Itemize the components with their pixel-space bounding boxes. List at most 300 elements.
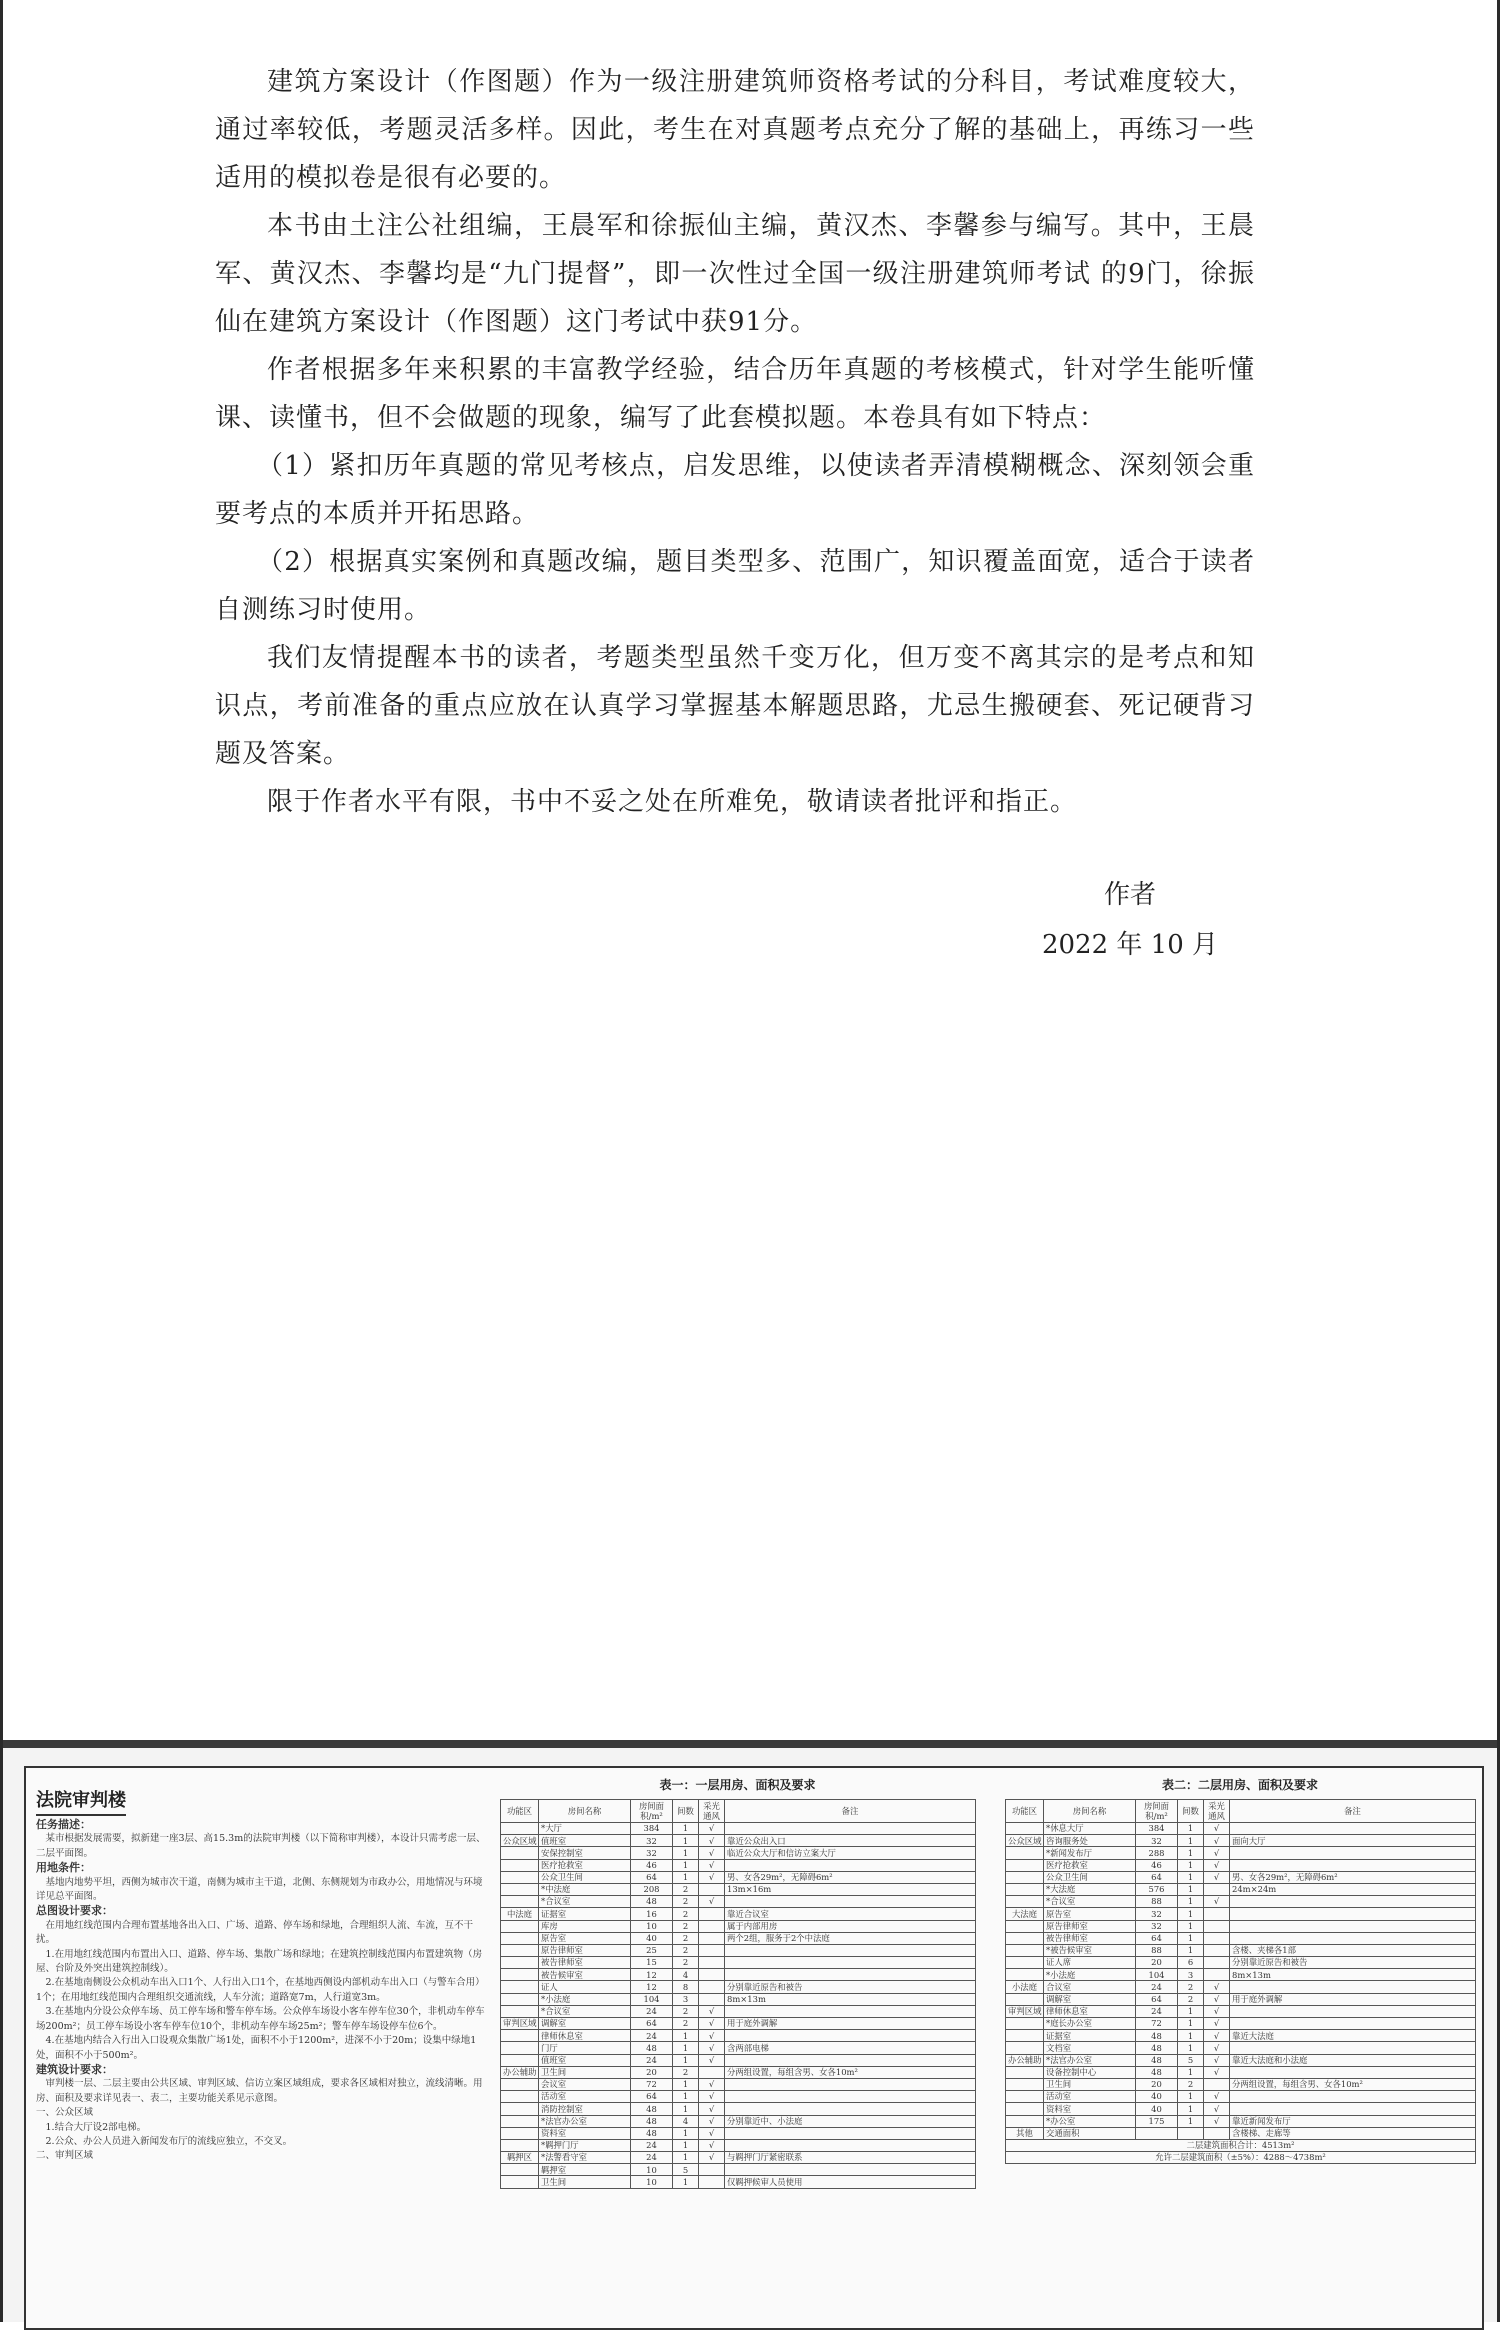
column-header: 功能区 (501, 1800, 539, 1823)
table-2-grid (1005, 1799, 1476, 2164)
table-row (501, 1896, 976, 1908)
table-cell: 384 (631, 1823, 673, 1835)
signature-block (1040, 870, 1220, 970)
notes-line: 基地内地势平坦，西侧为城市次干道，南侧为城市主干道，北侧、东侧规划为市政办公，用地情况与环境详见总平面图。 (36, 1876, 483, 1903)
table-cell: 属于内部用房 (725, 1920, 976, 1932)
table-cell (699, 1957, 725, 1969)
table-cell: 卫生间 (1044, 2078, 1136, 2090)
table-total-row (1006, 2152, 1476, 2164)
table-cell: √ (1204, 1847, 1230, 1859)
table-cell: 医疗抢救室 (539, 1859, 631, 1871)
table-cell: 24 (631, 2152, 673, 2164)
table-cell (1006, 2103, 1044, 2115)
table-cell: 原告律师室 (1044, 1920, 1136, 1932)
table-cell (699, 1932, 725, 1944)
table-cell: 大法庭 (1006, 1908, 1044, 1920)
table-cell: 88 (1136, 1944, 1178, 1956)
table-cell: √ (699, 2152, 725, 2164)
table-cell: *合议室 (539, 1896, 631, 1908)
table-cell (1006, 1883, 1044, 1895)
table-cell: 门厅 (539, 2042, 631, 2054)
table-cell: 24 (1136, 2005, 1178, 2017)
table-cell: 288 (1136, 1847, 1178, 1859)
table-row (1006, 1908, 1476, 1920)
column-header: 房间名称 (539, 1800, 631, 1823)
table-cell: 面向大厅 (1230, 1835, 1476, 1847)
table-cell: 咨询服务处 (1044, 1835, 1136, 1847)
table-cell: 分别靠近原告和被告 (725, 1981, 976, 1993)
table-cell: 靠近大法庭和小法庭 (1230, 2054, 1476, 2066)
table-cell: 用于庭外调解 (725, 2018, 976, 2030)
table-cell: 64 (631, 2091, 673, 2103)
sheet-title: 法院审判楼 (36, 1786, 126, 1816)
table-row (1006, 2078, 1476, 2090)
table-row (501, 2115, 976, 2127)
table-cell: 1 (1178, 1859, 1204, 1871)
table-cell: *法官办公室 (1044, 2054, 1136, 2066)
table-cell: √ (1204, 2005, 1230, 2017)
table-cell: 审判区域 (1006, 2005, 1044, 2017)
table-cell: 1 (1178, 1920, 1204, 1932)
table-cell: 64 (631, 2018, 673, 2030)
table-cell: 原告室 (1044, 1908, 1136, 1920)
table-cell: 2 (1178, 1993, 1204, 2005)
table-2-title: 表二：二层用房、面积及要求 (1161, 1778, 1318, 1792)
table-cell (1136, 2127, 1178, 2139)
table-cell: 男、女各29m²，无障碍6m² (1230, 1871, 1476, 1883)
table-cell (1230, 2103, 1476, 2115)
table-cell: √ (699, 2078, 725, 2090)
notes-line: 2.公众、办公人员进入新闻发布厅的流线应独立，不交叉。 (36, 2135, 293, 2147)
column-header: 房间名称 (1044, 1800, 1136, 1823)
table-cell: 2 (673, 1944, 699, 1956)
table-cell: √ (1204, 1896, 1230, 1908)
table-cell: 10 (631, 2176, 673, 2188)
table-row (1006, 1896, 1476, 1908)
design-notes (36, 1818, 486, 2164)
table-row (501, 1981, 976, 1993)
table-row (1006, 1981, 1476, 1993)
table-row (1006, 1957, 1476, 1969)
table-cell (501, 1871, 539, 1883)
table-cell (1230, 1908, 1476, 1920)
table-cell: 12 (631, 1969, 673, 1981)
table-row (1006, 2127, 1476, 2139)
table-cell: 384 (1136, 1823, 1178, 1835)
table-cell: 1 (1178, 2042, 1204, 2054)
table-cell (725, 1969, 976, 1981)
table-cell: 1 (1178, 1908, 1204, 1920)
table-cell: 24 (1136, 1981, 1178, 1993)
table-cell (501, 1969, 539, 1981)
table-cell (501, 2042, 539, 2054)
table-cell: 5 (1178, 2054, 1204, 2066)
table-cell (501, 1859, 539, 1871)
table-total-cell: 二层建筑面积合计：4513m² (1006, 2139, 1476, 2151)
table-row (1006, 2030, 1476, 2042)
table-cell (501, 2176, 539, 2188)
table-cell: 证人席 (1044, 1957, 1136, 1969)
table-cell (501, 2127, 539, 2139)
table-1 (500, 1776, 975, 2189)
table-cell: 10 (631, 2164, 673, 2176)
table-cell (699, 1969, 725, 1981)
table-cell: 64 (631, 1871, 673, 1883)
table-cell: 羁押室 (539, 2164, 631, 2176)
column-header: 备注 (725, 1800, 976, 1823)
table-cell: 576 (1136, 1883, 1178, 1895)
table-total-row (1006, 2139, 1476, 2151)
table-cell: 48 (631, 2115, 673, 2127)
table-cell: 其他 (1006, 2127, 1044, 2139)
table-cell (1230, 1823, 1476, 1835)
table-cell: 律师休息室 (539, 2030, 631, 2042)
table-cell (1178, 2127, 1204, 2139)
table-cell: 会议室 (539, 2078, 631, 2090)
preface-date: 2022 年 10 月 (1041, 930, 1219, 960)
table-cell: *新闻发布厅 (1044, 1847, 1136, 1859)
table-cell: 值班室 (539, 2054, 631, 2066)
table-cell: √ (1204, 2115, 1230, 2127)
column-header: 功能区 (1006, 1800, 1044, 1823)
table-cell: 2 (673, 1957, 699, 1969)
table-cell: 含楼、夹梯各1部 (1230, 1944, 1476, 1956)
table-cell: 1 (1178, 2018, 1204, 2030)
table-row (501, 1920, 976, 1932)
table-cell: √ (699, 1859, 725, 1871)
table-cell: √ (699, 2005, 725, 2017)
notes-heading: 总图设计要求： (36, 1904, 113, 1918)
table-cell: 104 (1136, 1969, 1178, 1981)
table-cell: √ (1204, 1993, 1230, 2005)
table-cell: 8 (673, 1981, 699, 1993)
table-row (501, 2103, 976, 2115)
table-cell: 64 (1136, 1871, 1178, 1883)
table-cell: 24m×24m (1230, 1883, 1476, 1895)
table-cell: 20 (1136, 2078, 1178, 2090)
table-cell: √ (1204, 1835, 1230, 1847)
page-divider (0, 1740, 1500, 1748)
table-row (501, 2078, 976, 2090)
table-cell: 2 (673, 1896, 699, 1908)
table-cell: √ (1204, 2091, 1230, 2103)
table-cell (501, 1932, 539, 1944)
table-cell: 公众区域 (1006, 1835, 1044, 1847)
table-cell: 资料室 (1044, 2103, 1136, 2115)
table-cell: 靠近公众出入口 (725, 1835, 976, 1847)
table-cell: 公众卫生间 (1044, 1871, 1136, 1883)
table-cell (1204, 1883, 1230, 1895)
table-cell: 1 (1178, 2091, 1204, 2103)
table-cell (1230, 1896, 1476, 1908)
table-cell: 仅羁押候审人员使用 (725, 2176, 976, 2188)
table-cell: 8m×13m (1230, 1969, 1476, 1981)
table-cell (725, 2030, 976, 2042)
table-cell: 公众区域 (501, 1835, 539, 1847)
table-cell: √ (699, 1871, 725, 1883)
table-cell: √ (699, 2127, 725, 2139)
table-cell (501, 2005, 539, 2017)
table-cell: 卫生间 (539, 2176, 631, 2188)
table-cell (1230, 1932, 1476, 1944)
table-cell: 1 (1178, 1932, 1204, 1944)
table-cell: √ (699, 2115, 725, 2127)
table-cell: √ (1204, 1859, 1230, 1871)
table-cell: 靠近新闻发布厅 (1230, 2115, 1476, 2127)
table-cell (1204, 2127, 1230, 2139)
table-cell: √ (1204, 1823, 1230, 1835)
table-cell: 48 (1136, 2030, 1178, 2042)
table-cell: 5 (673, 2164, 699, 2176)
table-header-row (501, 1800, 976, 1823)
table-cell: 24 (631, 2030, 673, 2042)
table-cell: 2 (1178, 2078, 1204, 2090)
table-row (501, 2054, 976, 2066)
table-cell (1230, 2042, 1476, 2054)
table-cell (501, 2115, 539, 2127)
table-cell: √ (1204, 2066, 1230, 2078)
notes-line: 4.在基地内结合入行出入口设观众集散广场1处，面积不小于1200m²，进深不小于20m；设集中绿地1处，面积不小于500m²。 (36, 2035, 477, 2061)
table-row (501, 2139, 976, 2151)
table-row (1006, 2115, 1476, 2127)
preface-paragraph-2: 本书由土注公社组编，王晨军和徐振仙主编，黄汉杰、李馨参与编写。其中，王晨军、黄汉杰、李馨均是“九门提督”，即一次性过全国一级注册建筑师考试 的9门，徐振仙在建筑方案设计（作图题）这门考试中获91分。 (215, 211, 1255, 337)
table-row (501, 1883, 976, 1895)
table-cell (501, 2103, 539, 2115)
table-cell: 与羁押门厅紧密联系 (725, 2152, 976, 2164)
table-cell (1230, 2005, 1476, 2017)
table-cell (699, 1908, 725, 1920)
table-cell: 2 (1178, 1981, 1204, 1993)
table-cell: √ (1204, 1871, 1230, 1883)
table-cell: 32 (631, 1847, 673, 1859)
notes-line: 审判楼一层、二层主要由公共区域、审判区域、信访立案区域组成，要求各区域相对独立，流线清晰。用房、面积及要求详见表一、表二，主要功能关系见示意图。 (36, 2078, 483, 2104)
table-cell: 24 (631, 2054, 673, 2066)
table-row (501, 1969, 976, 1981)
table-header-row (1006, 1800, 1476, 1823)
table-cell: 40 (1136, 2091, 1178, 2103)
table-cell: 48 (631, 2042, 673, 2054)
table-cell: 1 (673, 1823, 699, 1835)
table-row (501, 1823, 976, 1835)
table-cell: 1 (1178, 2030, 1204, 2042)
column-header: 备注 (1230, 1800, 1476, 1823)
table-cell (725, 2078, 976, 2090)
table-cell: *合议室 (539, 2005, 631, 2017)
table-cell (501, 1993, 539, 2005)
table-cell (1006, 1871, 1044, 1883)
table-cell: 1 (673, 2139, 699, 2151)
table-cell: √ (1204, 2042, 1230, 2054)
table-cell: 16 (631, 1908, 673, 1920)
column-header: 采光通风 (699, 1800, 725, 1823)
table-cell: 用于庭外调解 (1230, 1993, 1476, 2005)
table-cell: √ (699, 2042, 725, 2054)
table-cell: √ (699, 1835, 725, 1847)
table-cell (1230, 1847, 1476, 1859)
table-row (1006, 1835, 1476, 1847)
table-row (501, 1944, 976, 1956)
preface-paragraph-1: 建筑方案设计（作图题）作为一级注册建筑师资格考试的分科目，考试难度较大，通过率较低，考题灵活多样。因此，考生在对真题考点充分了解的基础上，再练习一些适用的模拟卷是很有必要的。 (215, 67, 1255, 193)
table-cell: 分别靠近原告和被告 (1230, 1957, 1476, 1969)
table-cell (1204, 1957, 1230, 1969)
table-cell: 1 (673, 2103, 699, 2115)
table-cell: 律师休息室 (1044, 2005, 1136, 2017)
table-cell: 分别靠近中、小法庭 (725, 2115, 976, 2127)
table-cell (699, 1993, 725, 2005)
table-cell: 分两组设置，每组含男、女各10m² (725, 2066, 976, 2078)
table-cell (699, 1883, 725, 1895)
table-cell: 1 (1178, 1835, 1204, 1847)
table-cell: 48 (1136, 2054, 1178, 2066)
table-row (501, 1859, 976, 1871)
table-cell: 64 (1136, 1993, 1178, 2005)
table-cell (1006, 2091, 1044, 2103)
table-cell: 证据室 (539, 1908, 631, 1920)
table-cell (501, 1883, 539, 1895)
table-cell (1006, 1847, 1044, 1859)
table-cell (1006, 1993, 1044, 2005)
column-header: 房间面积/m² (1136, 1800, 1178, 1823)
table-cell: 安保控制室 (539, 1847, 631, 1859)
table-cell: √ (1204, 2103, 1230, 2115)
table-cell (725, 1896, 976, 1908)
table-row (1006, 1920, 1476, 1932)
table-cell (699, 1920, 725, 1932)
scan-edge-left (0, 0, 3, 2322)
table-cell: 2 (673, 2018, 699, 2030)
table-cell (1006, 1859, 1044, 1871)
table-cell: 32 (631, 1835, 673, 1847)
table-row (1006, 2005, 1476, 2017)
table-cell (1204, 1932, 1230, 1944)
table-cell (501, 1920, 539, 1932)
notes-line: 某市根据发展需要，拟新建一座3层、高15.3m的法院审判楼（以下简称审判楼），本设计只需考虑一层、二层平面图。 (36, 1833, 486, 1859)
table-cell (1230, 1920, 1476, 1932)
table-row (501, 2030, 976, 2042)
table-cell (1230, 1859, 1476, 1871)
table-cell: 1 (673, 2127, 699, 2139)
table-cell (501, 2091, 539, 2103)
table-cell: 2 (673, 1908, 699, 1920)
table-cell (501, 2164, 539, 2176)
table-cell (1230, 2091, 1476, 2103)
table-cell (1006, 2066, 1044, 2078)
table-cell: 2 (673, 2066, 699, 2078)
table-cell: 24 (631, 2005, 673, 2017)
table-row (501, 1835, 976, 1847)
table-cell (1006, 1944, 1044, 1956)
table-cell (725, 2005, 976, 2017)
table-cell: 4 (673, 2115, 699, 2127)
table-cell (725, 2054, 976, 2066)
table-cell: 原告室 (539, 1932, 631, 1944)
table-cell: 64 (1136, 1932, 1178, 1944)
preface-paragraph-7: 限于作者水平有限，书中不妥之处在所难免，敬请读者批评和指正。 (267, 787, 1078, 817)
notes-line: 二、审判区域 (36, 2150, 94, 2162)
table-cell: 208 (631, 1883, 673, 1895)
table-cell (501, 1957, 539, 1969)
table-cell: *中法庭 (539, 1883, 631, 1895)
table-row (501, 1932, 976, 1944)
table-cell (725, 2139, 976, 2151)
table-row (501, 2176, 976, 2188)
table-cell (1006, 2042, 1044, 2054)
table-cell: *法警看守室 (539, 2152, 631, 2164)
table-cell: *办公室 (1044, 2115, 1136, 2127)
table-cell: 1 (673, 2054, 699, 2066)
column-header: 间数 (673, 1800, 699, 1823)
table-cell (1006, 1957, 1044, 1969)
table-cell (1230, 2066, 1476, 2078)
table-cell (1006, 2115, 1044, 2127)
table-cell: *羁押门厅 (539, 2139, 631, 2151)
table-cell: *庭长办公室 (1044, 2018, 1136, 2030)
column-header: 采光通风 (1204, 1800, 1230, 1823)
table-cell (699, 1944, 725, 1956)
table-cell: 6 (1178, 1957, 1204, 1969)
table-cell: 办公辅助 (501, 2066, 539, 2078)
table-cell: √ (699, 2103, 725, 2115)
exam-sheet (0, 1748, 1500, 2322)
table-cell: √ (1204, 2018, 1230, 2030)
table-cell: 1 (1178, 2066, 1204, 2078)
table-cell: 40 (1136, 2103, 1178, 2115)
table-cell: √ (699, 1847, 725, 1859)
table-cell: 含两部电梯 (725, 2042, 976, 2054)
table-cell: *合议室 (1044, 1896, 1136, 1908)
table-cell (699, 1981, 725, 1993)
table-cell (1006, 1920, 1044, 1932)
table-1-title: 表一：一层用房、面积及要求 (659, 1778, 816, 1792)
table-cell: 消防控制室 (539, 2103, 631, 2115)
table-cell: 文档室 (1044, 2042, 1136, 2054)
table-cell: 被告候审室 (539, 1969, 631, 1981)
table-cell: 被告律师室 (1044, 1932, 1136, 1944)
table-cell (1006, 1896, 1044, 1908)
table-row (1006, 2091, 1476, 2103)
table-cell (725, 2164, 976, 2176)
preface-paragraph-6: 我们友情提醒本书的读者，考题类型虽然千变万化，但万变不离其宗的是考点和知识点，考前准备的重点应放在认真学习掌握基本解题思路，尤忌生搬硬套、死记硬背习题及答案。 (215, 643, 1255, 769)
table-cell: 1 (673, 1835, 699, 1847)
table-cell (699, 2066, 725, 2078)
table-cell: 1 (673, 2042, 699, 2054)
table-cell: 32 (1136, 1920, 1178, 1932)
table-cell: 两个2组，服务于2个中法庭 (725, 1932, 976, 1944)
table-row (501, 2164, 976, 2176)
table-row (1006, 2103, 1476, 2115)
table-row (1006, 1847, 1476, 1859)
table-cell: 15 (631, 1957, 673, 1969)
table-cell: 1 (673, 1871, 699, 1883)
table-cell: 羁押区 (501, 2152, 539, 2164)
table-cell (725, 2103, 976, 2115)
notes-line: 一、公众区域 (36, 2107, 94, 2119)
table-cell: 设备控制中心 (1044, 2066, 1136, 2078)
table-cell (501, 1981, 539, 1993)
table-cell: √ (1204, 1981, 1230, 1993)
table-cell: 1 (673, 1859, 699, 1871)
table-cell (725, 1823, 976, 1835)
table-row (501, 2066, 976, 2078)
table-cell: √ (699, 2091, 725, 2103)
table-cell: √ (699, 1896, 725, 1908)
table-row (1006, 1944, 1476, 1956)
table-row (1006, 2066, 1476, 2078)
table-cell (1006, 2030, 1044, 2042)
table-cell: 2 (673, 1883, 699, 1895)
table-cell: *被告候审室 (1044, 1944, 1136, 1956)
table-row (501, 1847, 976, 1859)
